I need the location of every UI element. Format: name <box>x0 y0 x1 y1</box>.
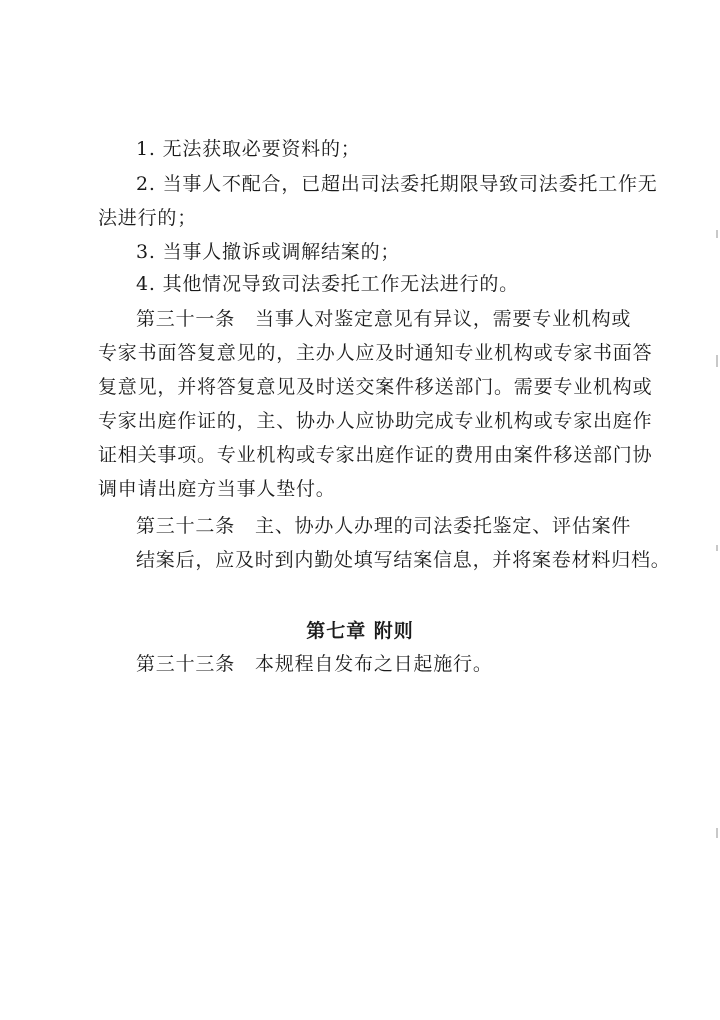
scan-edge-mark <box>716 545 718 551</box>
article-33-label: 第三十三条 <box>136 653 236 675</box>
scan-edge-mark <box>716 828 718 838</box>
article-31-line-2: 专家书面答复意见的，主办人应及时通知专业机构或专家书面答 <box>98 342 653 364</box>
scan-edge-mark <box>716 230 718 238</box>
list-item-3: 3. 当事人撤诉或调解结案的； <box>136 241 401 263</box>
article-31-text: 当事人对鉴定意见有异议，需要专业机构或 <box>255 308 632 330</box>
list-item-1: 1. 无法获取必要资料的； <box>136 138 361 160</box>
article-31-line-5: 证相关事项。专业机构或专家出庭作证的费用由案件移送部门协 <box>98 444 653 466</box>
article-31-line-6: 调申请出庭方当事人垫付。 <box>98 478 336 500</box>
article-31-line-3: 复意见，并将答复意见及时送交案件移送部门。需要专业机构或 <box>98 376 653 398</box>
scan-edge-mark <box>716 355 718 367</box>
article-33-line <box>136 651 493 677</box>
list-item-2-continued: 法进行的； <box>98 207 198 229</box>
list-item-2: 2. 当事人不配合，已超出司法委托期限导致司法委托工作无 <box>136 173 658 195</box>
article-31-first-line <box>136 306 631 332</box>
chapter-heading: 第七章 附则 <box>306 620 414 642</box>
article-32-label: 第三十二条 <box>136 515 236 537</box>
article-31-line-4: 专家出庭作证的，主、协办人应协助完成专业机构或专家出庭作 <box>98 410 653 432</box>
article-33-text: 本规程自发布之日起施行。 <box>255 653 493 675</box>
article-31-label: 第三十一条 <box>136 308 236 330</box>
article-32-first-line <box>136 513 631 539</box>
list-item-4: 4. 其他情况导致司法委托工作无法进行的。 <box>136 273 519 295</box>
article-32-line-2: 结案后，应及时到内勤处填写结案信息，并将案卷材料归档。 <box>136 549 671 571</box>
article-32-text: 主、协办人办理的司法委托鉴定、评估案件 <box>255 515 632 537</box>
